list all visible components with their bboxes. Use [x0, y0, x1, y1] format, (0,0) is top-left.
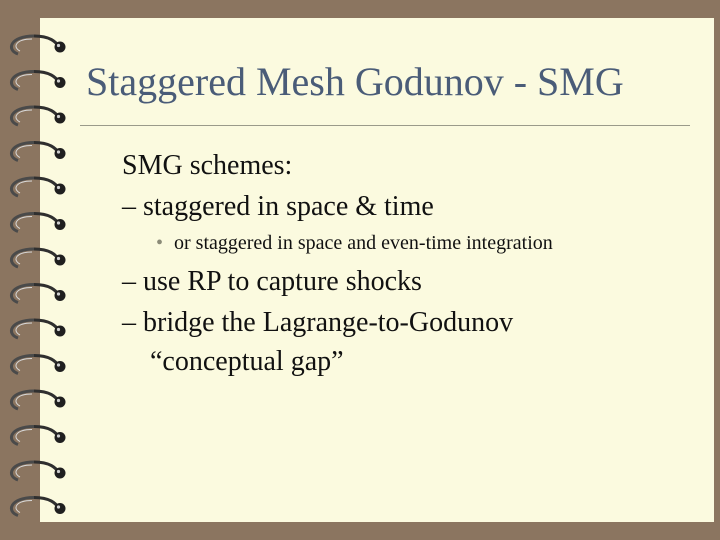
spiral-ring-icon [11, 178, 65, 196]
spiral-ring-icon [11, 249, 65, 267]
bullet-line [122, 266, 422, 298]
bullet-line [122, 307, 513, 339]
line-text: bridge the Lagrange-to-Godunov [143, 307, 514, 338]
spiral-ring-icon [11, 356, 65, 374]
line-text: “conceptual gap” [150, 346, 344, 377]
continuation-line [150, 346, 344, 378]
spiral-ring-icon [11, 214, 65, 232]
dash-marker: – [122, 307, 136, 338]
title-divider [80, 125, 690, 126]
spiral-ring-icon [11, 427, 65, 445]
dash-marker: – [122, 191, 136, 222]
sub-bullet-line [156, 232, 553, 255]
bullet-line [122, 150, 292, 182]
spiral-binding-icon [0, 0, 80, 540]
spiral-ring-icon [11, 462, 65, 480]
spiral-ring-icon [11, 143, 65, 161]
spiral-ring-icon [11, 107, 65, 125]
dash-marker: – [122, 266, 136, 297]
line-text: or staggered in space and even-time integration [174, 232, 553, 254]
spiral-ring-icon [11, 36, 65, 54]
slide-title: Staggered Mesh Godunov - SMG [86, 59, 624, 104]
spiral-ring-icon [11, 72, 65, 90]
spiral-ring-icon [11, 320, 65, 338]
spiral-ring-icon [11, 498, 65, 516]
line-text: staggered in space & time [143, 191, 434, 222]
line-text: SMG schemes: [122, 150, 293, 181]
spiral-ring-icon [11, 391, 65, 409]
bullet-line [122, 191, 434, 223]
line-text: use RP to capture shocks [143, 266, 422, 297]
bullet-icon: • [156, 232, 164, 254]
spiral-ring-icon [11, 285, 65, 303]
